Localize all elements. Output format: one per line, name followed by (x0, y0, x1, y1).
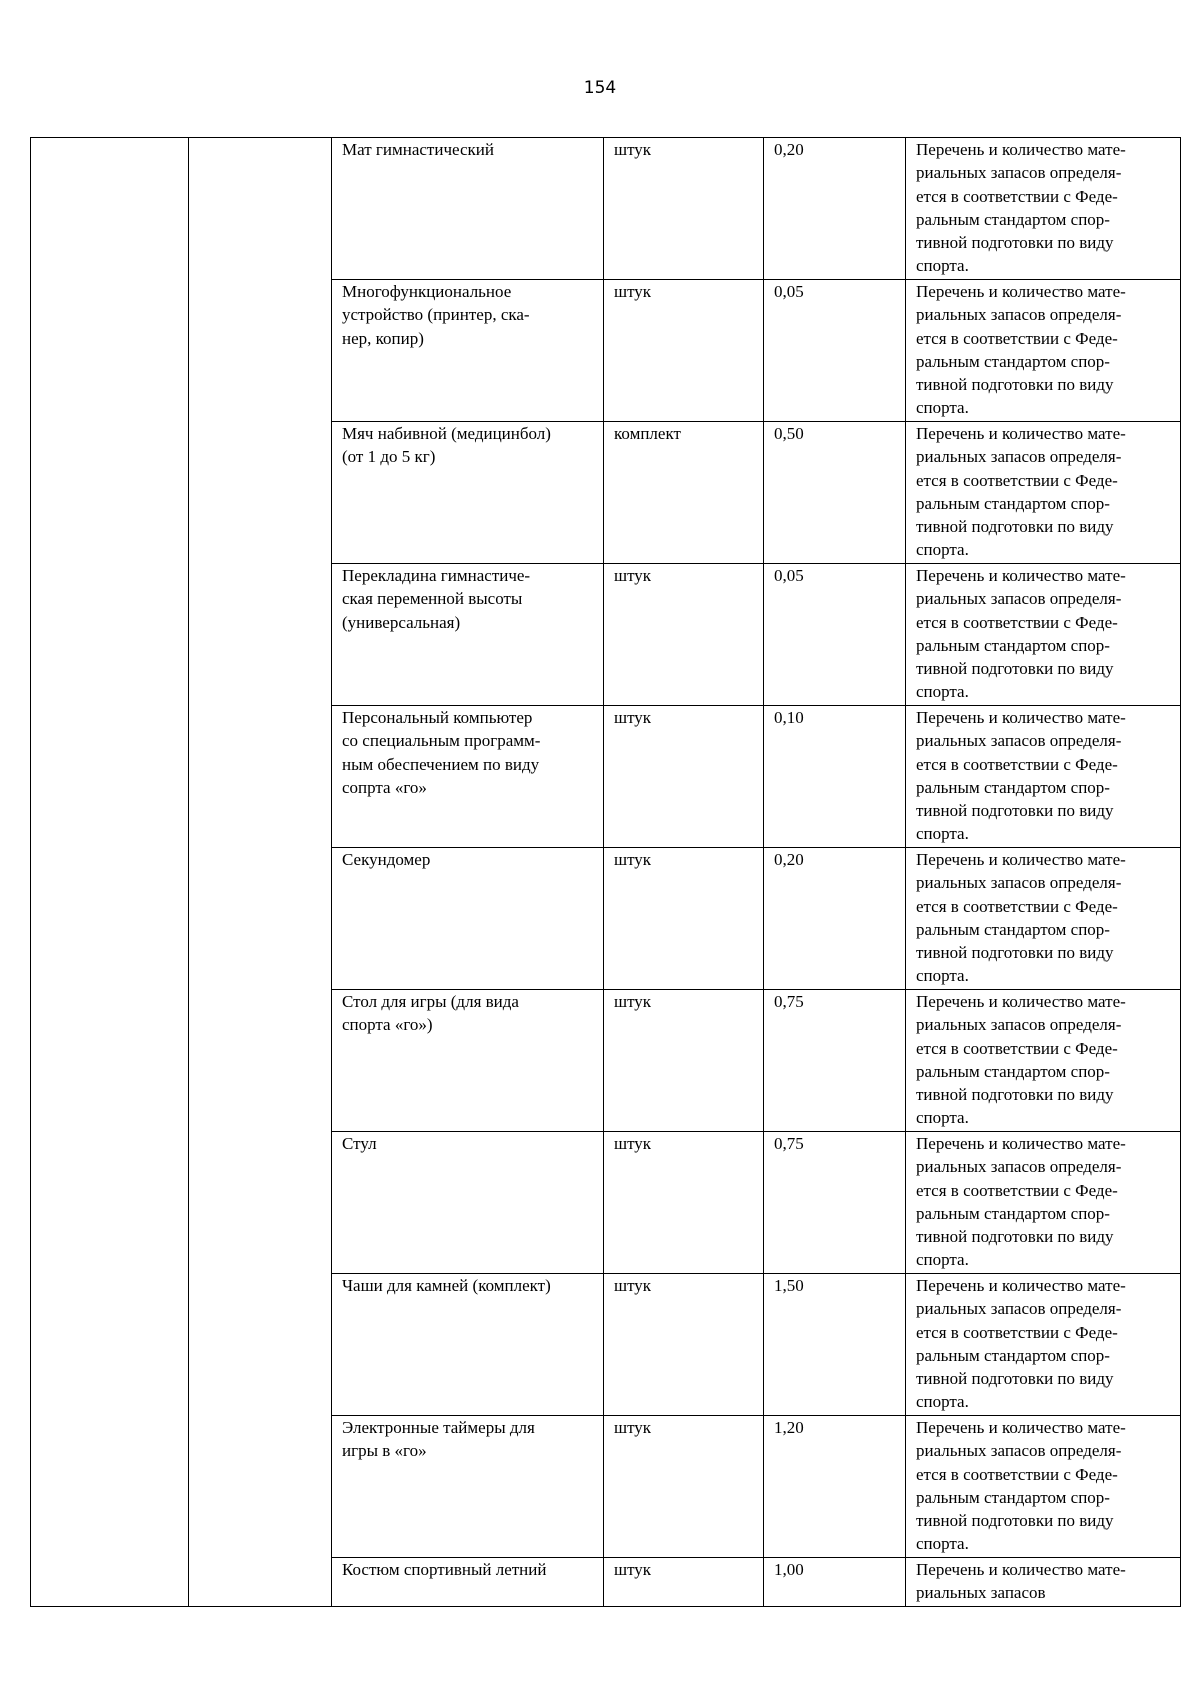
quantity-line: 1,20 (774, 1418, 804, 1437)
unit-line: штук (614, 140, 652, 159)
unit-line: штук (614, 708, 652, 727)
note-line: ральным стандартом спор- (916, 1061, 1110, 1081)
note-line: ральным стандартом спор- (916, 777, 1110, 797)
unit-line: комплект (614, 424, 681, 443)
unit-line: штук (614, 1418, 652, 1437)
blank-column-2 (189, 138, 332, 1607)
name-line: Мат гимнастический (342, 140, 494, 159)
note-line: ральным стандартом спор- (916, 635, 1110, 655)
unit-cell (604, 706, 764, 848)
name-line: Электронные таймеры для (342, 1418, 535, 1437)
quantity-line: 0,05 (774, 282, 804, 301)
note-line: ется в соответствии с Феде- (916, 470, 1118, 490)
note-line: ется в соответствии с Феде- (916, 1464, 1118, 1484)
name-line: (от 1 до 5 кг) (342, 447, 436, 467)
name-line: ская переменной высоты (342, 589, 523, 609)
quantity-line: 0,50 (774, 424, 804, 443)
note-line: Перечень и количество мате- (916, 424, 1126, 443)
unit-cell (604, 422, 764, 564)
item-name-cell (332, 990, 604, 1132)
item-name-cell (332, 1132, 604, 1274)
name-line: Чаши для камней (комплект) (342, 1276, 551, 1295)
name-line: Стол для игры (для вида (342, 992, 519, 1011)
note-line: риальных запасов определя- (916, 589, 1122, 609)
note-line: ется в соответствии с Феде- (916, 328, 1118, 348)
item-name-cell (332, 138, 604, 280)
note-line: ральным стандартом спор- (916, 351, 1110, 371)
unit-line: штук (614, 992, 652, 1011)
note-cell (906, 706, 1181, 848)
name-line: Секундомер (342, 850, 431, 869)
note-line: риальных запасов определя- (916, 1015, 1122, 1035)
unit-cell (604, 1274, 764, 1416)
note-cell (906, 280, 1181, 422)
note-line: Перечень и количество мате- (916, 140, 1126, 159)
name-line: Многофункциональное (342, 282, 512, 301)
note-line: ральным стандартом спор- (916, 1203, 1110, 1223)
quantity-line: 0,20 (774, 140, 804, 159)
note-cell (906, 1132, 1181, 1274)
note-line: ется в соответствии с Феде- (916, 896, 1118, 916)
note-line: спорта. (916, 1534, 969, 1554)
note-line: Перечень и количество мате- (916, 708, 1126, 727)
note-line: Перечень и количество мате- (916, 1276, 1126, 1295)
note-line: тивной подготовки по виду (916, 233, 1114, 253)
note-cell (906, 1416, 1181, 1558)
name-line: спорта «го») (342, 1015, 433, 1035)
item-name-cell (332, 1416, 604, 1558)
note-line: ральным стандартом спор- (916, 919, 1110, 939)
item-name-cell (332, 280, 604, 422)
note-line: спорта. (916, 682, 969, 702)
quantity-cell (764, 1132, 906, 1274)
table-body (31, 138, 1181, 1607)
note-line: ется в соответствии с Феде- (916, 1180, 1118, 1200)
note-line: спорта. (916, 1250, 969, 1270)
note-line: Перечень и количество мате- (916, 1560, 1126, 1579)
note-line: Перечень и количество мате- (916, 566, 1126, 585)
note-line: тивной подготовки по виду (916, 517, 1114, 537)
note-cell (906, 990, 1181, 1132)
note-line: спорта. (916, 256, 969, 276)
name-line: Мяч набивной (медицинбол) (342, 424, 551, 443)
note-line: ральным стандартом спор- (916, 1487, 1110, 1507)
note-cell (906, 848, 1181, 990)
note-line: ется в соответствии с Феде- (916, 754, 1118, 774)
note-line: Перечень и количество мате- (916, 1134, 1126, 1153)
page-number: 154 (583, 78, 617, 98)
quantity-cell (764, 706, 906, 848)
note-line: спорта. (916, 1108, 969, 1128)
note-cell (906, 564, 1181, 706)
note-line: тивной подготовки по виду (916, 375, 1114, 395)
note-line: риальных запасов определя- (916, 163, 1122, 183)
note-line: ется в соответствии с Феде- (916, 186, 1118, 206)
unit-line: штук (614, 1134, 652, 1153)
note-line: тивной подготовки по виду (916, 801, 1114, 821)
name-line: Перекладина гимнастиче- (342, 566, 531, 585)
item-name-cell (332, 1274, 604, 1416)
name-line: Стул (342, 1134, 377, 1153)
quantity-line: 0,05 (774, 566, 804, 585)
item-name-cell (332, 848, 604, 990)
name-line: Костюм спортивный летний (342, 1560, 547, 1579)
note-line: Перечень и количество мате- (916, 1418, 1126, 1437)
unit-cell (604, 138, 764, 280)
name-line: игры в «го» (342, 1441, 427, 1461)
note-line: Перечень и количество мате- (916, 850, 1126, 869)
materials-table (30, 137, 1181, 1607)
note-line: ральным стандартом спор- (916, 1345, 1110, 1365)
note-line: спорта. (916, 966, 969, 986)
table-row (31, 138, 1181, 280)
note-cell (906, 1274, 1181, 1416)
note-line: риальных запасов определя- (916, 1441, 1122, 1461)
unit-cell (604, 1132, 764, 1274)
quantity-cell (764, 280, 906, 422)
unit-cell (604, 848, 764, 990)
note-line: тивной подготовки по виду (916, 1227, 1114, 1247)
quantity-cell (764, 1558, 906, 1607)
unit-cell (604, 1416, 764, 1558)
note-line: риальных запасов определя- (916, 1157, 1122, 1177)
quantity-line: 1,00 (774, 1560, 804, 1579)
note-line: ральным стандартом спор- (916, 209, 1110, 229)
note-line: ральным стандартом спор- (916, 493, 1110, 513)
note-line: риальных запасов определя- (916, 447, 1122, 467)
note-line: спорта. (916, 398, 969, 418)
note-line: тивной подготовки по виду (916, 1085, 1114, 1105)
name-line: нер, копир) (342, 328, 424, 348)
note-line: Перечень и количество мате- (916, 992, 1126, 1011)
note-line: спорта. (916, 540, 969, 560)
quantity-line: 0,75 (774, 992, 804, 1011)
unit-line: штук (614, 850, 652, 869)
name-line: ным обеспечением по виду (342, 754, 540, 774)
quantity-cell (764, 422, 906, 564)
quantity-cell (764, 564, 906, 706)
quantity-cell (764, 1274, 906, 1416)
unit-line: штук (614, 566, 652, 585)
name-line: сопрта «го» (342, 777, 427, 797)
name-line: со специальным программ- (342, 731, 541, 751)
note-line: ется в соответствии с Феде- (916, 612, 1118, 632)
note-line: риальных запасов определя- (916, 731, 1122, 751)
note-line: риальных запасов определя- (916, 873, 1122, 893)
unit-cell (604, 990, 764, 1132)
note-cell (906, 138, 1181, 280)
quantity-line: 0,20 (774, 850, 804, 869)
note-line: ется в соответствии с Феде- (916, 1038, 1118, 1058)
quantity-line: 0,75 (774, 1134, 804, 1153)
item-name-cell (332, 1558, 604, 1607)
unit-line: штук (614, 282, 652, 301)
note-line: риальных запасов определя- (916, 305, 1122, 325)
item-name-cell (332, 564, 604, 706)
note-line: тивной подготовки по виду (916, 1511, 1114, 1531)
note-line: тивной подготовки по виду (916, 1369, 1114, 1389)
note-line: тивной подготовки по виду (916, 943, 1114, 963)
unit-line: штук (614, 1276, 652, 1295)
name-line: Персональный компьютер (342, 708, 533, 727)
unit-line: штук (614, 1560, 652, 1579)
note-line: спорта. (916, 824, 969, 844)
name-line: устройство (принтер, ска- (342, 305, 530, 325)
note-line: риальных запасов (916, 1583, 1046, 1603)
note-line: спорта. (916, 1392, 969, 1412)
quantity-cell (764, 1416, 906, 1558)
quantity-cell (764, 138, 906, 280)
unit-cell (604, 280, 764, 422)
unit-cell (604, 1558, 764, 1607)
blank-column-1 (31, 138, 189, 1607)
quantity-cell (764, 848, 906, 990)
name-line: (универсальная) (342, 612, 461, 632)
note-cell (906, 422, 1181, 564)
note-line: Перечень и количество мате- (916, 282, 1126, 301)
note-line: ется в соответствии с Феде- (916, 1322, 1118, 1342)
note-line: тивной подготовки по виду (916, 659, 1114, 679)
unit-cell (604, 564, 764, 706)
quantity-line: 0,10 (774, 708, 804, 727)
item-name-cell (332, 422, 604, 564)
note-cell (906, 1558, 1181, 1607)
item-name-cell (332, 706, 604, 848)
note-line: риальных запасов определя- (916, 1299, 1122, 1319)
quantity-line: 1,50 (774, 1276, 804, 1295)
quantity-cell (764, 990, 906, 1132)
